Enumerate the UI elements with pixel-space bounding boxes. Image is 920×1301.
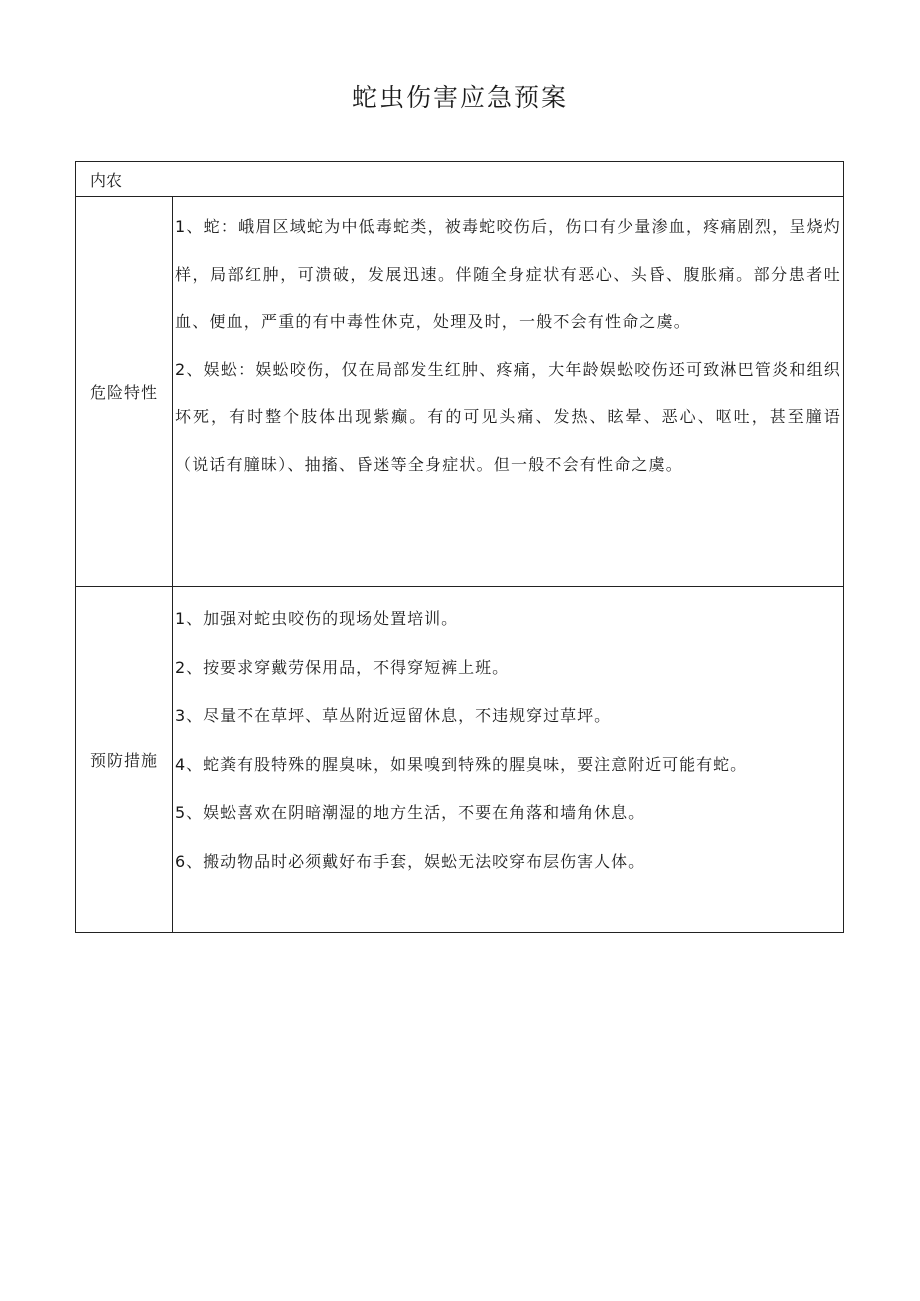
prevention-item: 3、尽量不在草坪、草丛附近逗留休息，不违规穿过草坪。 — [175, 706, 612, 725]
prevention-measures-content — [173, 587, 844, 933]
prevention-item: 1、加强对蛇虫咬伤的现场处置培训。 — [175, 609, 459, 628]
prevention-item: 5、娱蚣喜欢在阴暗潮湿的地方生活，不要在角落和墙角休息。 — [175, 803, 646, 822]
hazard-paragraph-snake: 1、蛇：峨眉区域蛇为中低毒蛇类，被毒蛇咬伤后，伤口有少量渗血，疼痛剧烈，呈烧灼样，局部红肿，可溃破，发展迅速。伴随全身症状有恶心、头昏、腹胀痛。部分患者吐血、便血，严重的有中毒性休克，处理及时，一般不会有性命之虞。 — [175, 217, 841, 331]
table-header-cell: 内农 — [76, 162, 844, 197]
prevention-measures-label: 预防措施 — [76, 587, 173, 933]
emergency-plan-table — [75, 161, 844, 933]
hazard-characteristics-label: 危险特性 — [76, 197, 173, 587]
table-header-row — [76, 162, 844, 197]
hazard-paragraph-centipede: 2、娱蚣：娱蚣咬伤，仅在局部发生红肿、疼痛，大年龄娱蚣咬伤还可致淋巴管炎和组织坏死，有时整个肢体出现紫癫。有的可见头痛、发热、眩晕、恶心、呕吐，甚至朣语（说话有朣昧）、抽搐、昏迷等全身症状。但一般不会有性命之虞。 — [175, 359, 841, 474]
prevention-measures-row — [76, 587, 844, 933]
hazard-characteristics-row — [76, 197, 844, 587]
prevention-item: 6、搬动物品时必须戴好布手套，娱蚣无法咬穿布层伤害人体。 — [175, 851, 646, 871]
prevention-item: 4、蛇粪有股特殊的腥臭味，如果嗅到特殊的腥臭味，要注意附近可能有蛇。 — [175, 754, 748, 774]
prevention-item: 2、按要求穿戴劳保用品，不得穿短裤上班。 — [175, 657, 510, 677]
hazard-characteristics-content — [173, 197, 844, 587]
document-title: 蛇虫伤害应急预案 — [351, 83, 568, 112]
